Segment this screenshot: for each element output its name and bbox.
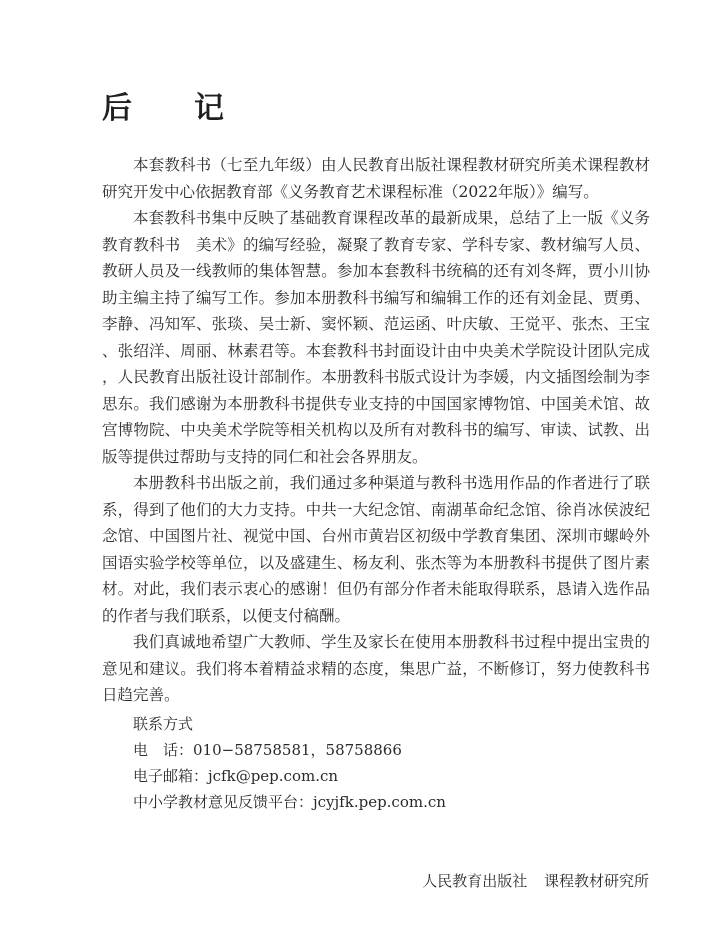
page-title: 后 记 <box>102 91 240 126</box>
signature <box>422 870 649 891</box>
contact-phone: 电 话：010−58758581，58758866 <box>133 741 402 759</box>
contact-heading: 联系方式 <box>133 715 194 733</box>
signature-publisher: 人民教育出版社 <box>422 872 528 890</box>
signature-institute: 课程教材研究所 <box>543 872 649 890</box>
contact-feedback-platform: 中小学教材意见反馈平台：jcyjfk.pep.com.cn <box>133 793 446 811</box>
contact-email: 电子邮箱：jcfk@pep.com.cn <box>133 767 339 785</box>
paragraph-contributors: 本套教科书集中反映了基础教育课程改革的最新成果，总结了上一版《义务教育教科书 美术》的编写经验，凝聚了教育专家、学科专家、教材编写人员、教研人员及一线教师的集体智慧。参加本套教科书统稿的还有刘冬辉，贾小川协助主编主持了编写工作。参加本册教科书编写和编辑工作的还有刘金昆、贾勇、李静、冯知军、张琰、吴士新、窦怀颖、范运函、叶庆敏、王觉平、张杰、王宝、张绍洋、周丽、林素君等。本套教科书封面设计由中央美术学院设计团队完成，人民教育出版社设计部制作。本册教科书版式设计为李媛，内文插图绘制为李思东。我们感谢为本册教科书提供专业支持的中国国家博物馆、中国美术馆、故宫博物院、中央美术学院等相关机构以及所有对教科书的编写、审读、试教、出版等提供过帮助与支持的同仁和社会各界朋友。 <box>102 209 650 466</box>
paragraph-feedback-request: 我们真诚地希望广大教师、学生及家长在使用本册教科书过程中提出宝贵的意见和建议。我们将本着精益求精的态度，集思广益，不断修订，努力使教科书日趋完善。 <box>102 633 650 704</box>
afterword-body <box>102 152 650 709</box>
paragraph-image-sources: 本册教科书出版之前，我们通过多种渠道与教科书选用作品的作者进行了联系，得到了他们的大力支持。中共一大纪念馆、南湖革命纪念馆、徐肖冰侯波纪念馆、中国图片社、视觉中国、台州市黄岩区初级中学教育集团、深圳市螺岭外国语实验学校等单位，以及盛建生、杨友利、张杰等为本册教科书提供了图片素材。对此，我们表示衷心的感谢！但仍有部分作者未能取得联系，恳请入选作品的作者与我们联系，以便支付稿酬。 <box>102 474 650 625</box>
contact-block <box>133 711 653 815</box>
paragraph-editors: 本套教科书（七至九年级）由人民教育出版社课程教材研究所美术课程教材研究开发中心依据教育部《义务教育艺术课程标准（2022年版）》编写。 <box>102 156 650 201</box>
